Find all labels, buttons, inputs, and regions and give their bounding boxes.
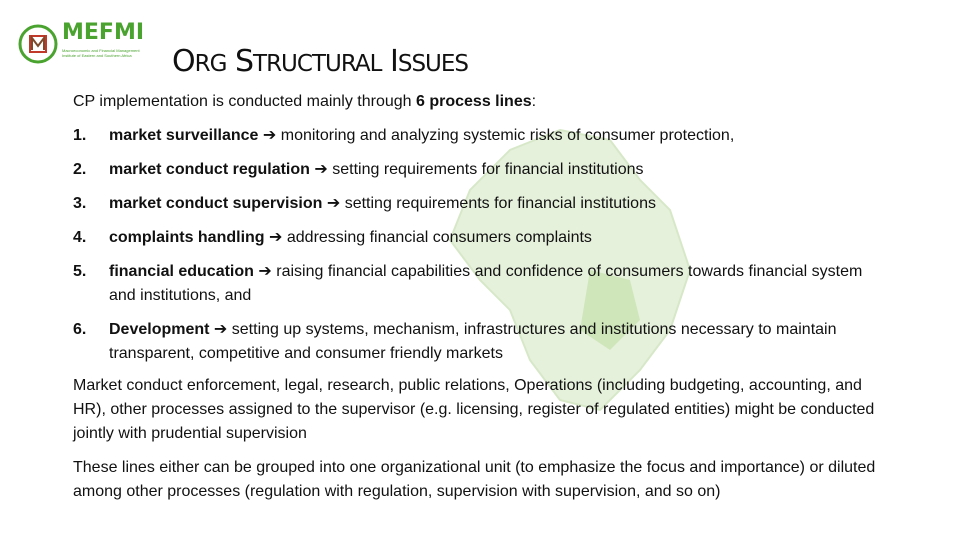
right-arrow-icon: ➔ bbox=[326, 195, 341, 212]
right-arrow-icon: ➔ bbox=[269, 229, 283, 246]
mefmi-logo bbox=[12, 18, 148, 72]
logo-tagline: Macroeconomic and Financial Management Institute of Eastern and Southern Africa bbox=[62, 48, 140, 58]
right-arrow-icon: ➔ bbox=[258, 263, 272, 280]
right-arrow-icon: ➔ bbox=[213, 321, 228, 338]
right-arrow-icon: ➔ bbox=[262, 127, 277, 144]
paragraph-grouping: These lines either can be grouped into one organizational unit (to emphasize the focus and importance) or diluted among other processes (regulation with regulation, supervision with supervision, and so on) bbox=[73, 459, 876, 500]
intro-bold: 6 process lines bbox=[416, 93, 532, 110]
intro-line: CP implementation is conducted mainly through 6 process lines: bbox=[73, 93, 537, 110]
logo-wordmark: MEFMI bbox=[62, 20, 145, 45]
page-title: ORG STRUCTURAL ISSUES bbox=[172, 44, 469, 79]
mefmi-emblem-icon bbox=[18, 24, 58, 64]
right-arrow-icon: ➔ bbox=[314, 161, 328, 178]
paragraph-enforcement: Market conduct enforcement, legal, research, public relations, Operations (including budgeting, accounting, and HR), other processes assigned to the supervisor (e.g. licensing, register of regulated entities) might be conducted jointly with prudential supervision bbox=[73, 377, 875, 442]
